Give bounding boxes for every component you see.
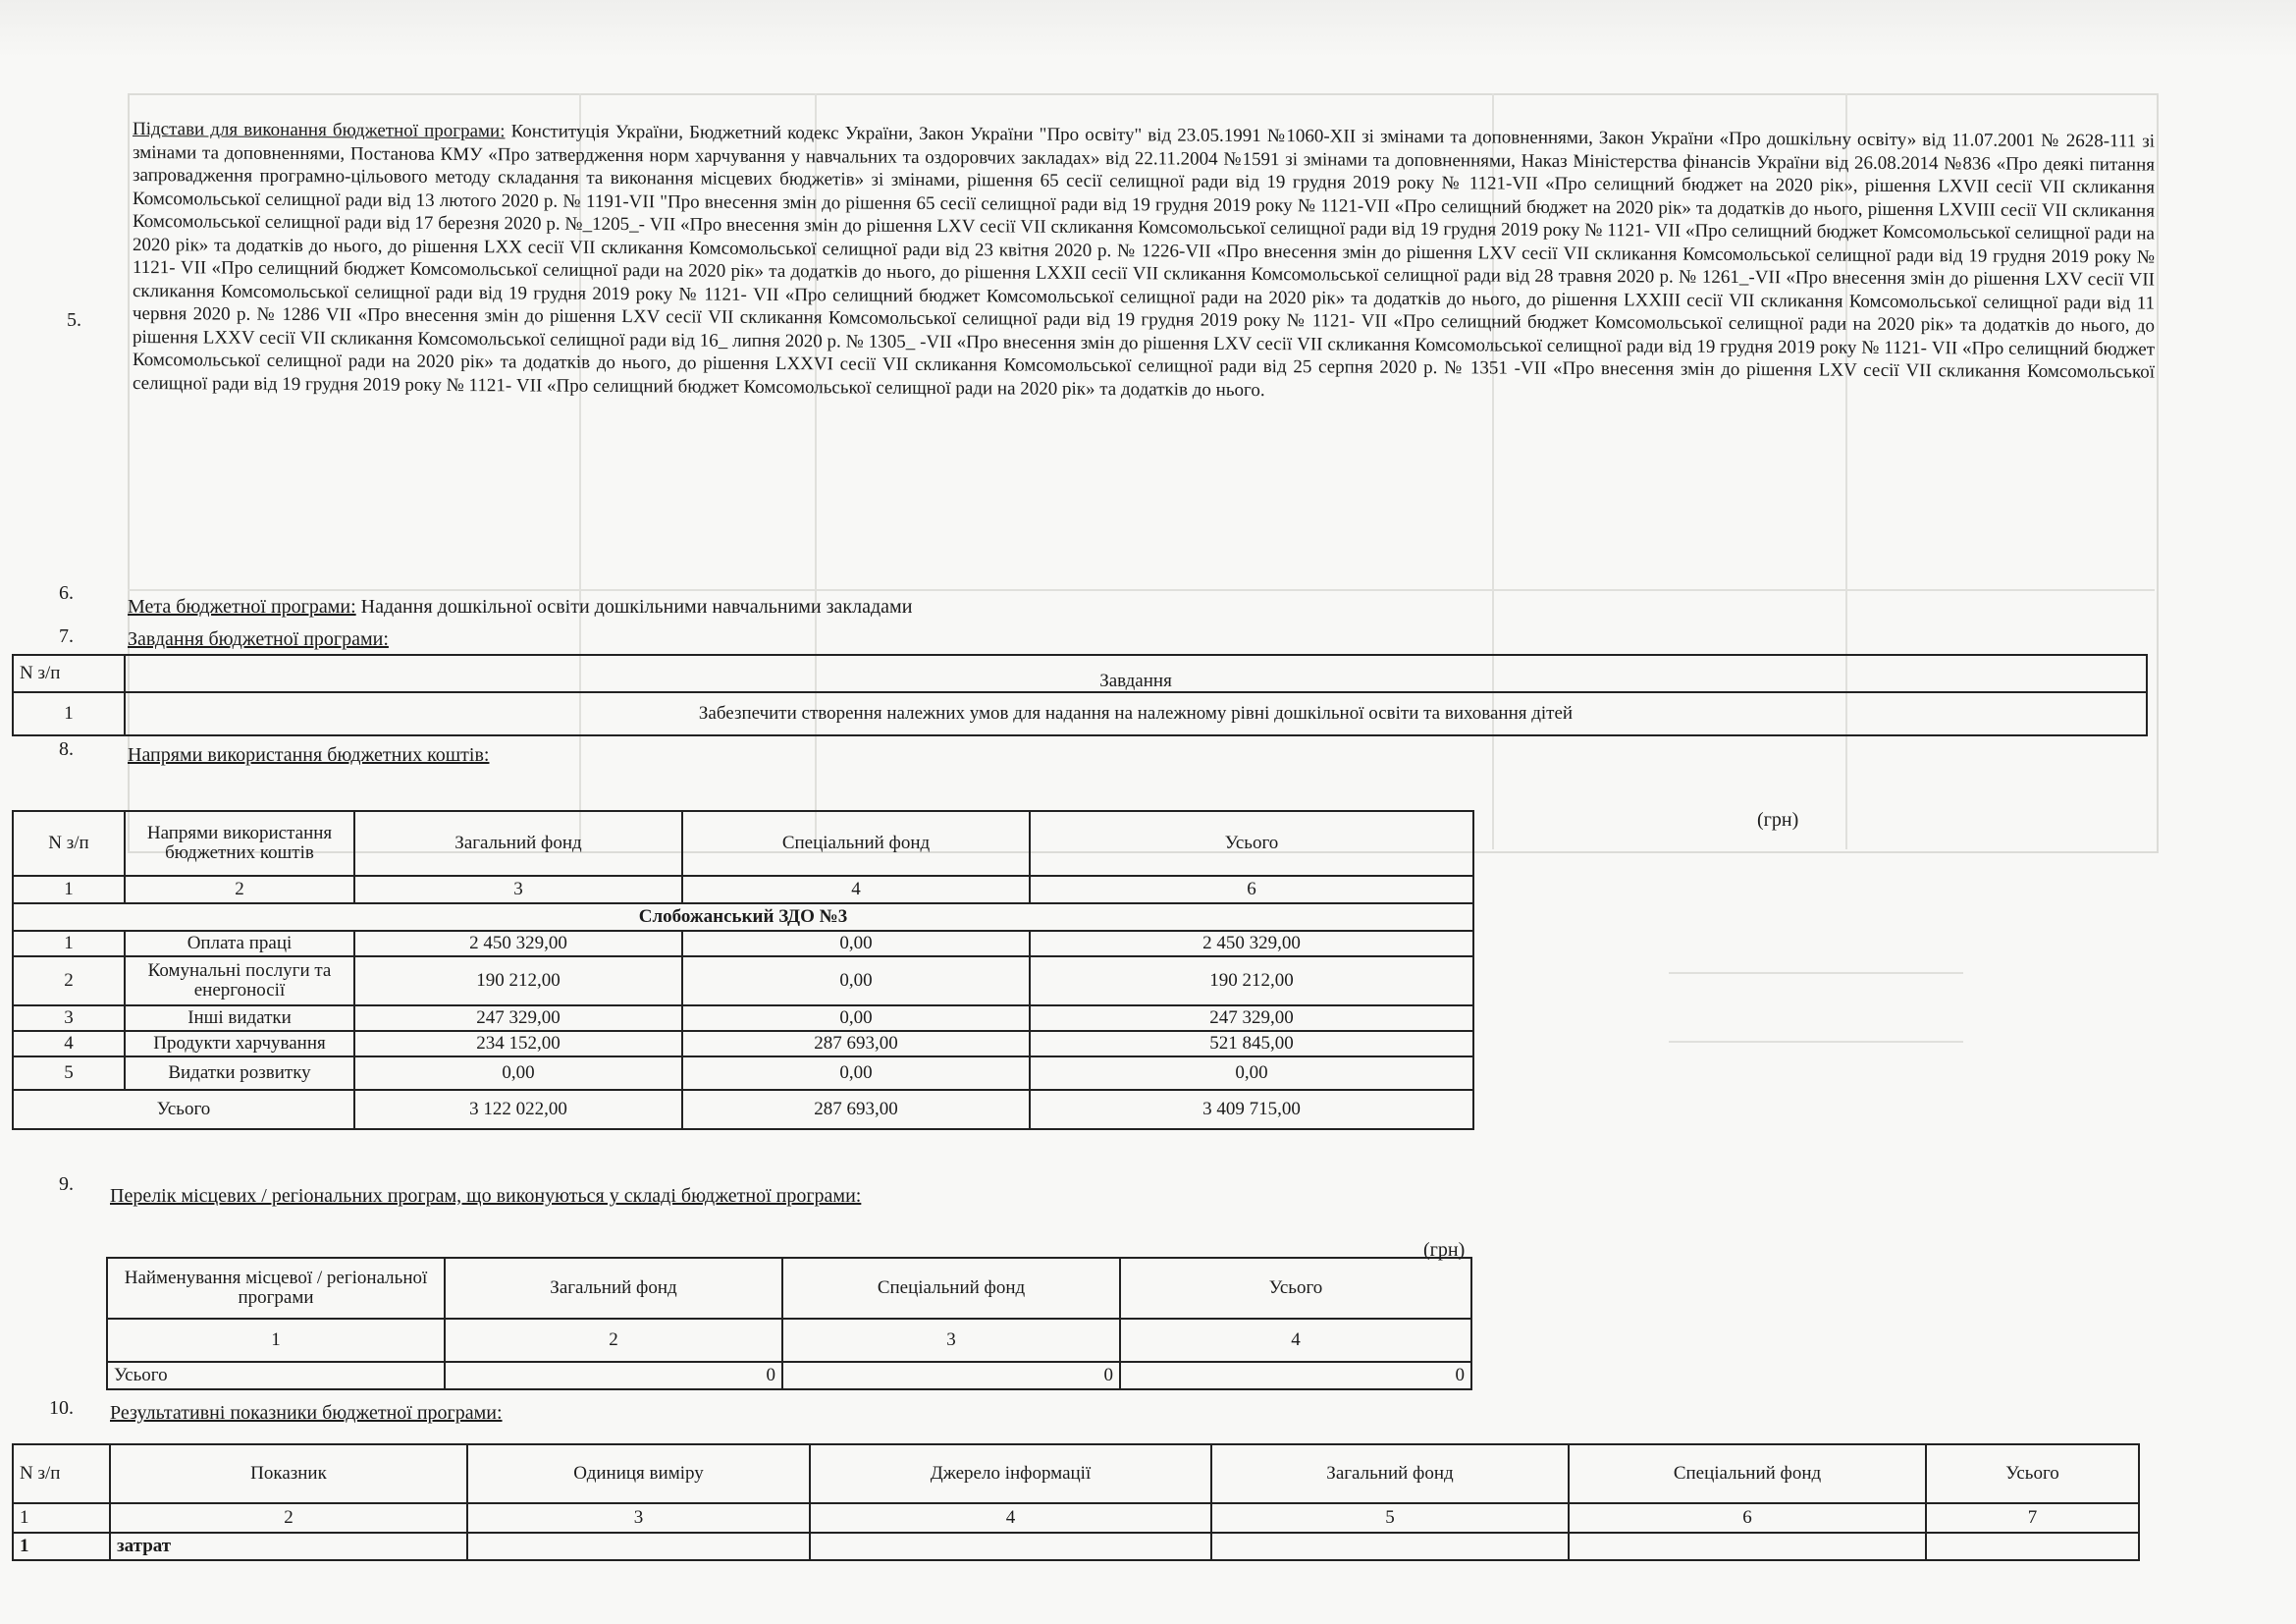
programs-total-general: 0	[445, 1362, 782, 1389]
spend-cell: 287 693,00	[682, 1031, 1030, 1056]
spend-cell: 0,00	[682, 1056, 1030, 1090]
ind-colnum: 3	[467, 1503, 810, 1533]
programs-header-name: Найменування місцевої / регіональної програми	[107, 1258, 445, 1319]
section-6-number: 6.	[59, 582, 74, 604]
section-5-text: Конституція України, Бюджетний кодекс України, Закон України "Про освіту" від 23.05.1991 №1060-XII зі змінами та доповненнями, Закон України «Про дошкільну освіту» від 11.07.2001 № 2628-111 зі змінами та доповненнями, Постанова КМУ «Про затвердження норм харчування у навчальних та оздоровчих закладах» від 22.11.2004 №1591 зі змінами та доповненнями, Наказ Міністерства фінансів України від 26.08.2014 №836 «Про деякі питання запровадження програмно-цільового методу складання та виконання місцевих бюджетів» зі змінами, рішення 65 сесії селищної ради від 19 грудня 2019 року № 1121-VII «Про селищний бюджет на 2020 рік», рішення LXVII сесії VII скликання Комсомольської селищної ради від 13 лютого 2020 р. № 1191-VII "Про внесення змін до рішення 65 сесії селищної ради від 19 грудня 2019 року № 1121-VII «Про селищний бюджет на 2020 рік» та додатків до нього, рішення LXVIII сесії VII скликання Комсомольської селищної ради від 17 березня 2020 р. №_1205_- VII «Про внесення змін до рішення LXV сесії VII скликання Комсомольської селищної ради від 19 грудня 2019 року № 1121- VII «Про селищний бюджет Комсомольської селищної ради на 2020 рік» та додатків до нього, до рішення LXX сесії VII скликання Комсомольської селищної ради від 23 квітня 2020 р. № 1226-VII «Про внесення змін до рішення LXV сесії VII скликання Комсомольської селищної ради від 19 грудня 2019 року № 1121- VII «Про селищний бюджет Комсомольської селищної ради на 2020 рік» та додатків до нього, до рішення LXXII сесії VII скликання Комсомольської селищної ради від 28 травня 2020 р. № 1261_-VII «Про внесення змін до рішення LXV сесії VII скликання Комсомольської селищної ради від 19 грудня 2019 року № 1121- VII «Про селищний бюджет Комсомольської селищної ради на 2020 рік» та додатків до нього, до рішення LXXIII сесії VII скликання Комсомольської селищної ради від 11 червня 2020 р. № 1286 VII «Про внесення змін до рішення LXV сесії VII скликання Комсомольської селищної ради від 19 грудня 2019 року № 1121- VII «Про селищний бюджет Комсомольської селищної ради на 2020 рік» та додатків до нього, до рішення LXXV сесії VII скликання Комсомольської селищної ради від 16_ липня 2020 р. № 1305_ -VII «Про внесення змін до рішення LXV сесії VII скликання Комсомольської селищної ради від 19 грудня 2019 року № 1121- VII «Про селищний бюджет Комсомольської селищної ради на 2020 рік» та додатків до нього, до рішення LXXVI сесії VII скликання Комсомольської селищної ради від 25 серпня 2020 р. № 1351 -VII «Про внесення змін до рішення LXV сесії VII скликання Комсомольської селищної ради від 19 грудня 2019 року № 1121- VII «Про селищний бюджет Комсомольської селищної ради на 2020 рік» та додатків до нього.	[133, 121, 2156, 401]
programs-colnum: 4	[1120, 1319, 1471, 1362]
programs-colnum: 3	[782, 1319, 1120, 1362]
spend-cell: 4	[13, 1031, 125, 1056]
table-total-row	[107, 1362, 1471, 1389]
spend-cell: 1	[13, 931, 125, 956]
spend-header-total: Усього	[1030, 811, 1473, 876]
section-6-text: Надання дошкільної освіти дошкільними навчальними закладами	[360, 596, 913, 618]
spend-cell: 2 450 329,00	[354, 931, 682, 956]
spend-group-title: Слобожанський ЗДО №3	[13, 903, 1473, 931]
programs-total-special: 0	[782, 1362, 1120, 1389]
spend-cell: 247 329,00	[354, 1005, 682, 1031]
spend-colnum: 6	[1030, 876, 1473, 903]
spend-colnum: 3	[354, 876, 682, 903]
spend-total-all: 3 409 715,00	[1030, 1090, 1473, 1129]
spend-cell: 2 450 329,00	[1030, 931, 1473, 956]
spend-cell: 521 845,00	[1030, 1031, 1473, 1056]
indicators-table	[12, 1443, 2140, 1561]
tasks-cell-task: Забезпечити створення належних умов для надання на належному рівні дошкільної освіти та виховання дітей	[125, 692, 2147, 735]
spend-header-general: Загальний фонд	[354, 811, 682, 876]
ind-colnum: 7	[1926, 1503, 2139, 1533]
ind-header-indicator: Показник	[110, 1444, 467, 1503]
ind-colnum: 5	[1211, 1503, 1569, 1533]
section-10-label: Результативні показники бюджетної програми:	[110, 1402, 503, 1424]
tasks-table	[12, 654, 2148, 736]
spend-cell: Видатки розвитку	[125, 1056, 354, 1090]
section-9-label: Перелік місцевих / регіональних програм, що виконуються у складі бюджетної програми:	[110, 1185, 862, 1207]
programs-total-label: Усього	[107, 1362, 445, 1389]
bleed-through-rule	[1669, 972, 1963, 974]
ind-header-num: N з/п	[13, 1444, 110, 1503]
spend-header-num: N з/п	[13, 811, 125, 876]
ind-cell-empty	[1926, 1533, 2139, 1560]
spend-cell: 0,00	[682, 931, 1030, 956]
programs-colnum: 1	[107, 1319, 445, 1362]
table-row	[13, 1005, 1473, 1031]
table-row	[13, 1056, 1473, 1090]
section-5-basis	[133, 118, 2155, 407]
spending-table	[12, 810, 1474, 1130]
programs-total-all: 0	[1120, 1362, 1471, 1389]
spend-cell: 190 212,00	[354, 956, 682, 1005]
spend-cell: 0,00	[682, 1005, 1030, 1031]
ind-colnum: 4	[810, 1503, 1211, 1533]
ind-row-indicator: затрат	[110, 1533, 467, 1560]
section-7-number: 7.	[59, 625, 74, 647]
spend-total-special: 287 693,00	[682, 1090, 1030, 1129]
spend-cell: 190 212,00	[1030, 956, 1473, 1005]
section-8-number: 8.	[59, 738, 74, 760]
ind-header-special: Спеціальний фонд	[1569, 1444, 1926, 1503]
spend-header-direction: Напрями використання бюджетних коштів	[125, 811, 354, 876]
section-5-label: Підстави для виконання бюджетної програми:	[133, 119, 506, 142]
programs-table	[106, 1257, 1472, 1390]
ind-header-source: Джерело інформації	[810, 1444, 1211, 1503]
spend-cell: 5	[13, 1056, 125, 1090]
section-8-unit: (грн)	[1757, 809, 1799, 831]
section-5-number: 5.	[67, 309, 81, 331]
spend-cell: Інші видатки	[125, 1005, 354, 1031]
spend-cell: 3	[13, 1005, 125, 1031]
section-8-label: Напрями використання бюджетних коштів:	[128, 744, 490, 766]
table-row	[13, 956, 1473, 1005]
ind-colnum: 2	[110, 1503, 467, 1533]
ind-header-unit: Одиниця виміру	[467, 1444, 810, 1503]
tasks-cell-num: 1	[13, 692, 125, 735]
spend-header-special: Спеціальний фонд	[682, 811, 1030, 876]
section-9-unit: (грн)	[1423, 1239, 1466, 1261]
programs-header-general: Загальний фонд	[445, 1258, 782, 1319]
spend-colnum: 4	[682, 876, 1030, 903]
spend-total-label: Усього	[13, 1090, 354, 1129]
ind-cell-empty	[810, 1533, 1211, 1560]
section-7-label: Завдання бюджетної програми:	[128, 628, 389, 650]
tasks-header-task: Завдання	[125, 655, 2147, 692]
programs-colnum: 2	[445, 1319, 782, 1362]
spend-cell: 234 152,00	[354, 1031, 682, 1056]
table-row	[13, 1533, 2139, 1560]
table-row	[13, 1031, 1473, 1056]
ind-row-num: 1	[13, 1533, 110, 1560]
table-row	[13, 692, 2147, 735]
spend-cell: Продукти харчування	[125, 1031, 354, 1056]
programs-header-special: Спеціальний фонд	[782, 1258, 1120, 1319]
bleed-through-rule	[128, 589, 2155, 591]
bleed-through-rule	[1669, 1041, 1963, 1043]
ind-header-general: Загальний фонд	[1211, 1444, 1569, 1503]
spend-colnum: 1	[13, 876, 125, 903]
section-9-number: 9.	[59, 1173, 74, 1195]
ind-cell-empty	[467, 1533, 810, 1560]
ind-colnum: 1	[13, 1503, 110, 1533]
spend-cell: 0,00	[682, 956, 1030, 1005]
spend-cell: 2	[13, 956, 125, 1005]
ind-cell-empty	[1211, 1533, 1569, 1560]
tasks-header-num: N з/п	[13, 655, 125, 692]
section-6-label: Мета бюджетної програми:	[128, 596, 356, 618]
spend-colnum: 2	[125, 876, 354, 903]
table-row	[13, 931, 1473, 956]
spend-cell: Оплата праці	[125, 931, 354, 956]
spend-cell: 0,00	[1030, 1056, 1473, 1090]
section-10-number: 10.	[49, 1397, 74, 1419]
programs-header-total: Усього	[1120, 1258, 1471, 1319]
ind-cell-empty	[1569, 1533, 1926, 1560]
table-total-row	[13, 1090, 1473, 1129]
spend-cell: 247 329,00	[1030, 1005, 1473, 1031]
spend-total-general: 3 122 022,00	[354, 1090, 682, 1129]
ind-colnum: 6	[1569, 1503, 1926, 1533]
section-6-line	[128, 596, 912, 619]
spend-cell: 0,00	[354, 1056, 682, 1090]
ind-header-total: Усього	[1926, 1444, 2139, 1503]
spend-cell: Комунальні послуги та енергоносії	[125, 956, 354, 1005]
